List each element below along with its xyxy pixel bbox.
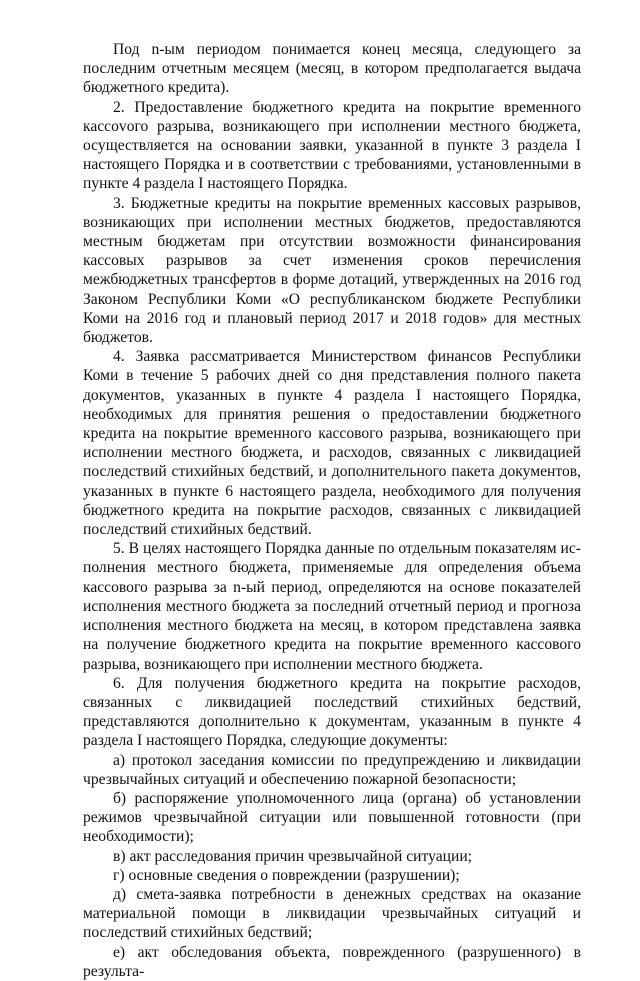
list-item-e: е) акт обследования объекта, поврежденного (разрушенного) в результа- [83, 943, 581, 980]
paragraph-4: 4. Заявка рассматривается Министерством финансов Республики Коми в течение 5 рабочих дней со дня представления полного пакета документов, указанных в пункте 4 раздела I настоящего Порядка, необходимых для принятия решения о предоставлении бюджетного кредита на покрытие временного кассового разрыва, возникающего при исполнении местного бюджета, и расходов, связанных с ликвидацией последствий стихийных бедствий, и дополнительного пакета документов, указанных в пункте 6 настоящего раздела, необходимого для получения бюджетного кредита на покрытие расходов, связанных с ликвидацией последствий стихийных бедствий. [83, 348, 581, 539]
list-item-g: г) основные сведения о повреждении (разрушении); [113, 866, 460, 884]
list-item-v: в) акт расследования причин чрезвычайной ситуации; [113, 847, 473, 865]
list-item-b: б) распоряжение уполномоченного лица (органа) об установлении режимов чрезвычайной ситуации или повышенной готовности (при необходимости); [83, 789, 581, 846]
paragraph-n-period-definition: Под n-ым периодом понимается конец месяца, следующего за последним отчетным месяцем (месяц, в котором предполагается выдача бюджетного кредита). [83, 41, 581, 97]
list-item-a: а) протокол заседания комиссии по предупреждению и ликвидации чрезвычайных ситуаций и обеспечению пожарной безопасности; [83, 751, 581, 788]
paragraph-5: 5. В целях настоящего Порядка данные по отдельным показателям исполнения местного бюджета, применяемые для определения объема кассового разрыва за n-ый период, определяются на основе показателей исполнения местного бюджета за последний отчетный период и прогноза исполнения местного бюджета на месяц, в котором представлена заявка на получение бюджетного кредита на покрытие временного кассового разрыва, возникающего при исполнении местного бюджета. [83, 540, 581, 673]
list-item-d: д) смета-заявка потребности в денежных средствах на оказание материальной помощи в ликвидации чрезвычайных ситуаций и последствий стихийных бедствий; [83, 885, 581, 942]
paragraph-2: 2. Предоставление бюджетного кредита на покрытие временного кассоvого разрыва, возникающего при исполнении местного бюджета, осуществляется на основании заявки, указанной в пункте 3 раздела I настоящего Порядка и в соответствии с требованиями, установленными в пункте 4 раздела I настоящего Порядка. [83, 98, 581, 193]
paragraph-3: 3. Бюджетные кредиты на покрытие временных кассовых разрывов, возникающих при исполнении местных бюджетов, предоставляются местным бюджетам при отсутствии возможности финансирования кассовых разрывов за счет изменения сроков перечисления межбюджетных трансфертов в форме дотаций, утвержденных на 2016 год Законом Республики Коми «О республиканском бюджете Республики Коми на 2016 год и плановый период 2017 и 2018 годов» для местных бюджетов. [83, 194, 581, 347]
document-page [83, 40, 581, 981]
paragraph-6: 6. Для получения бюджетного кредита на покрытие расходов, связанных с ликвидацией последствий стихийных бедствий, представляются дополнительно к документам, указанным в пункте 4 раздела I настоящего Порядка, следующие документы: [83, 674, 581, 750]
